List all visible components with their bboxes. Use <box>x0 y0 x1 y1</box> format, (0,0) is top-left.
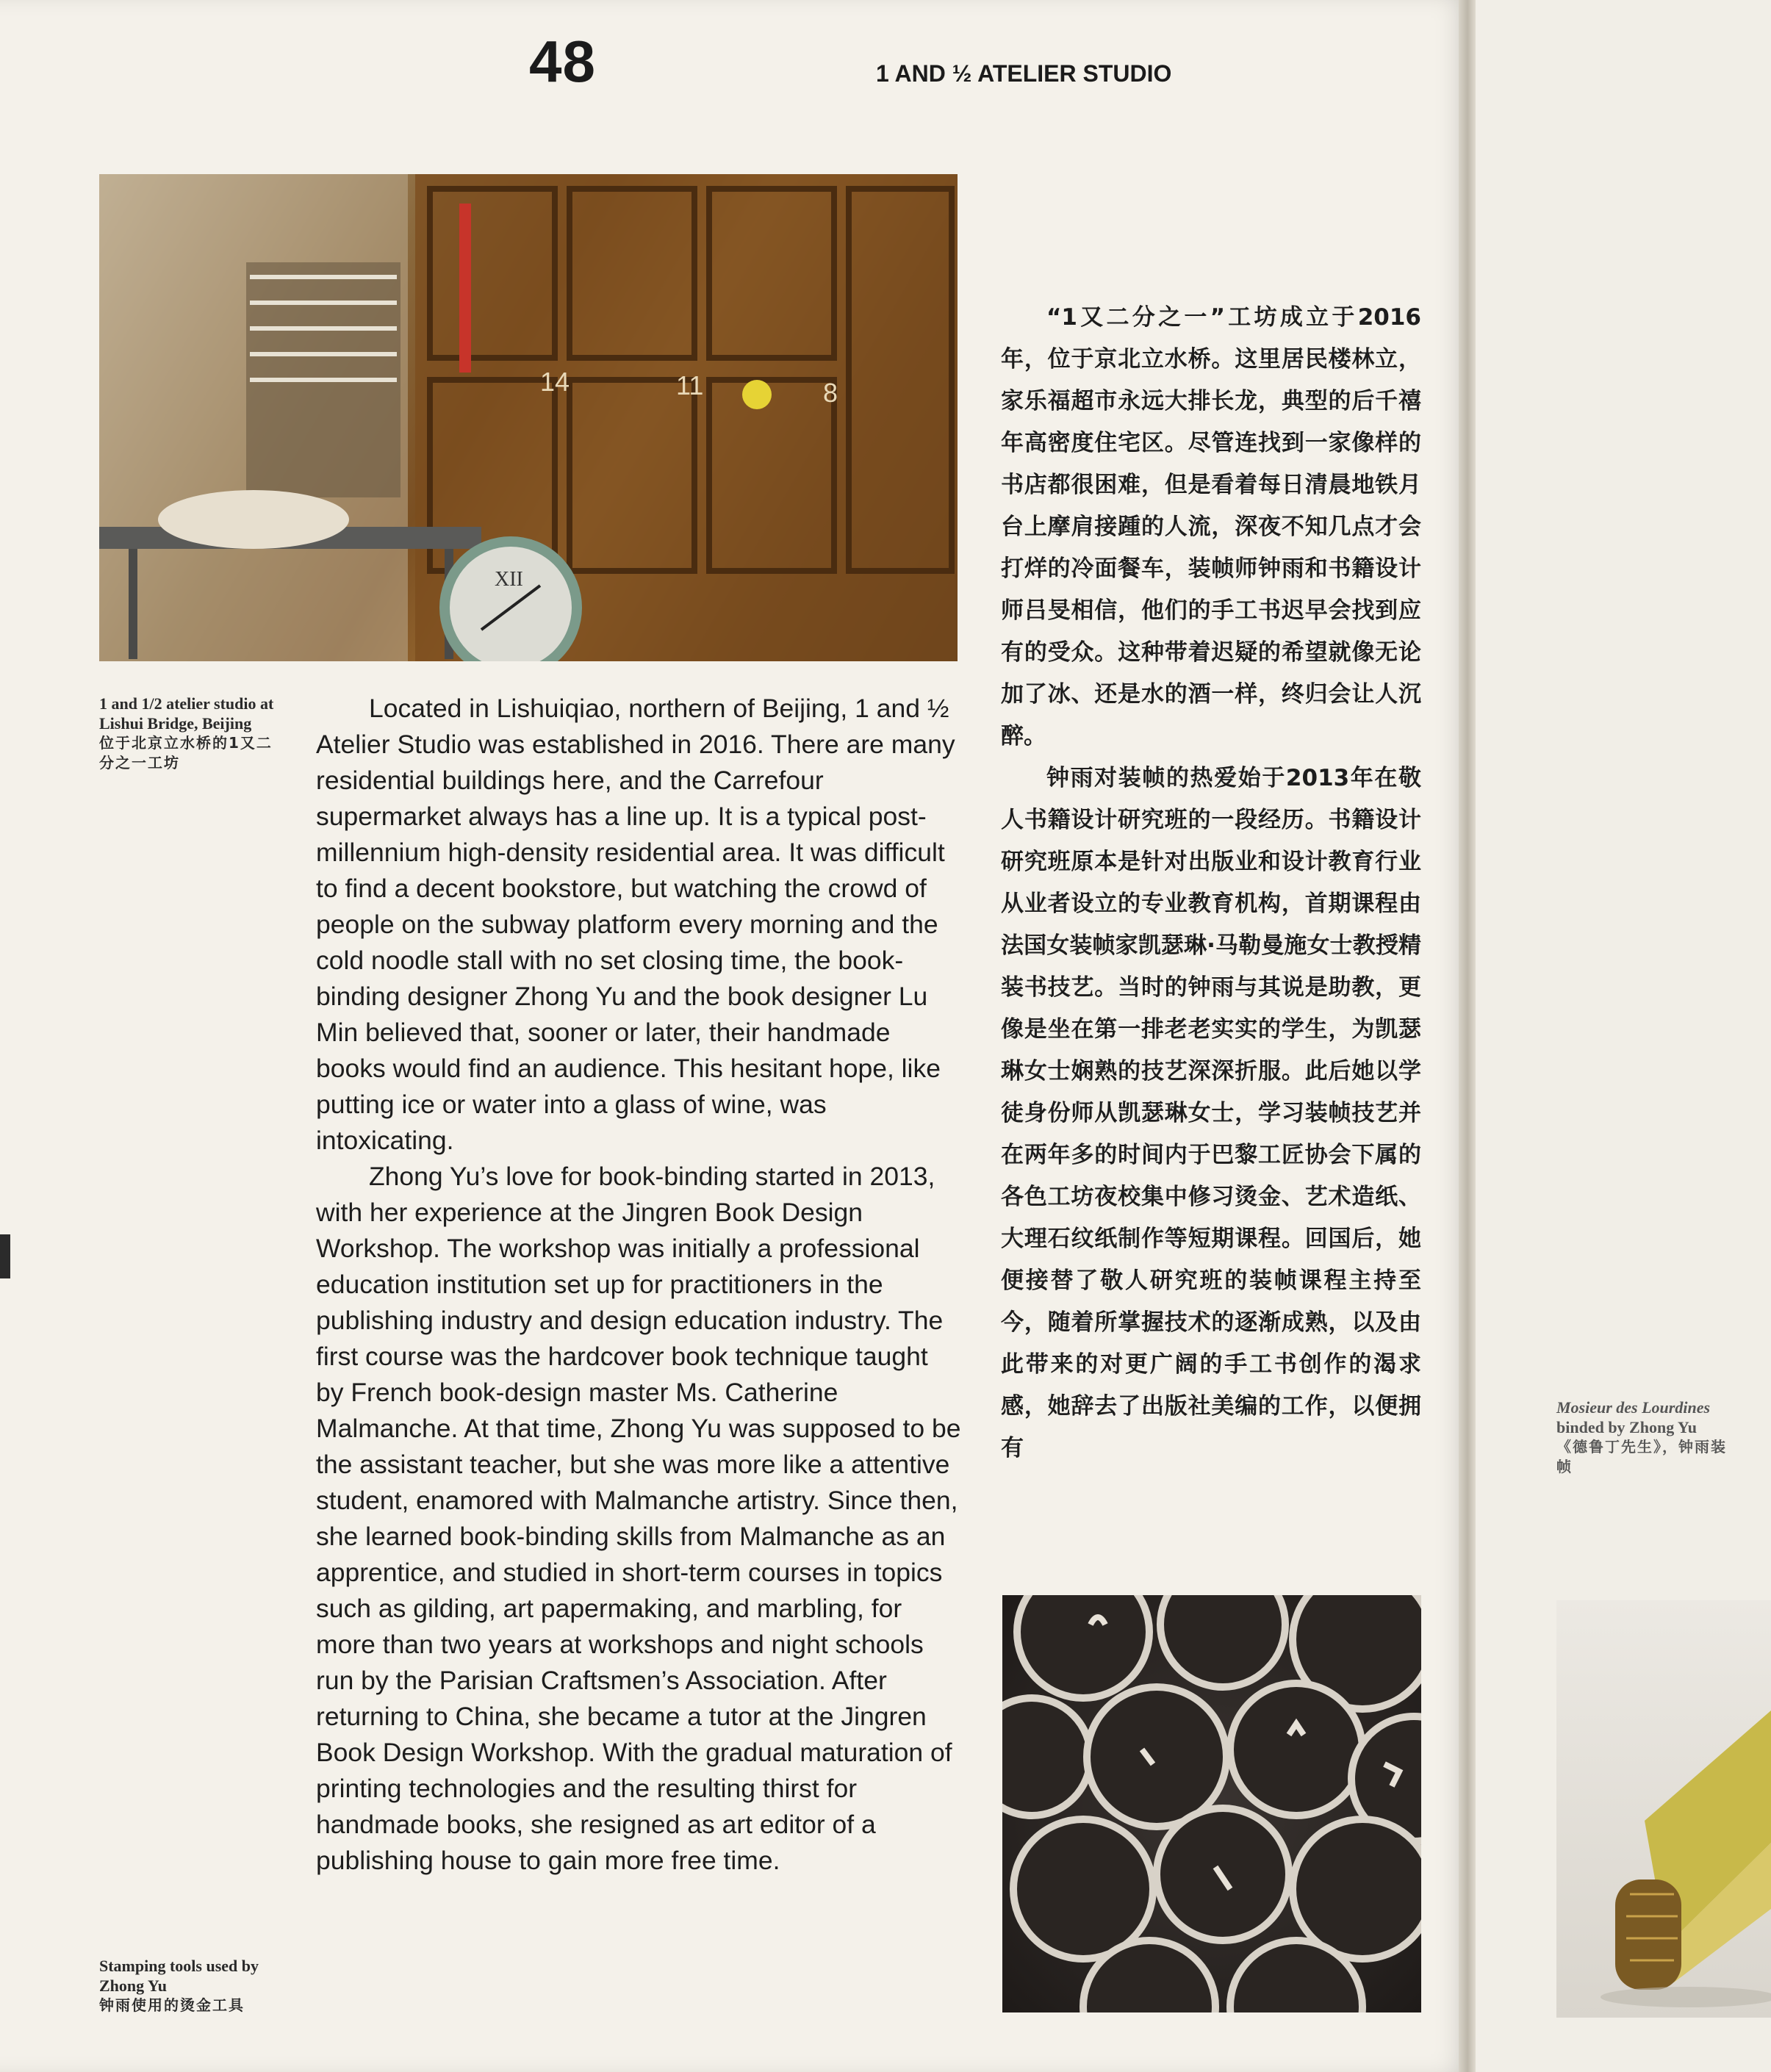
caption-studio-en: 1 and 1/2 atelier studio at Lishui Bridge, Beijing <box>99 694 274 733</box>
caption-studio <box>99 694 276 773</box>
caption-tools-en: Stamping tools used by Zhong Yu <box>99 1957 259 1995</box>
book-gutter <box>1459 0 1476 2072</box>
page-edge-mark <box>0 1234 10 1278</box>
drawer-number-8: 8 <box>823 378 838 408</box>
article-body-chinese <box>1001 297 1421 1470</box>
chinese-paragraph-2: 钟雨对装帧的热爱始于2013年在敬人书籍设计研究班的一段经历。书籍设计研究班原本是针对出版业和设计教育行业从业者设立的专业教育机构，首期课程由法国女装帧家凯瑟琳·马勒曼施女士教授精装书技艺。当时的钟雨与其说是助教，更像是坐在第一排老老实实的学生，为凯瑟琳女士娴熟的技艺深深折服。此后她以学徒身份师从凯瑟琳女士，学习装帧技艺并在两年多的时间内于巴黎工匠协会下属的各色工坊夜校集中修习烫金、艺术造纸、大理石纹纸制作等短期课程。回国后，她便接替了敬人研究班的装帧课程主持至今，随着所掌握技术的逐渐成熟，以及由此带来的对更广阔的手工书创作的渴求感，她辞去了出版社美编的工作，以便拥有 <box>1001 765 1421 1461</box>
studio-photo-illustration <box>99 174 958 661</box>
caption-book <box>1556 1397 1740 1477</box>
stamping-tools-photo <box>1002 1595 1421 2012</box>
running-title: 1 AND ½ ATELIER STUDIO <box>876 60 1172 87</box>
drawer-number-14: 14 <box>540 367 570 397</box>
caption-tools-zh: 钟雨使用的烫金工具 <box>99 1996 245 2014</box>
studio-photo <box>99 174 958 661</box>
chinese-paragraph-1: “1又二分之一”工坊成立于2016年，位于京北立水桥。这里居民楼林立，家乐福超市永远大排长龙，典型的后千禧年高密度住宅区。尽管连找到一家像样的书店都很困难，但是看着每日清晨地铁月台上摩肩接踵的人流，深夜不知几点才会打烊的冷面餐车，装帧师钟雨和书籍设计师吕旻相信，他们的手工书迟早会找到应有的受众。这种带着迟疑的希望就像无论加了冰、还是水的酒一样，终归会让人沉醉。 <box>1001 304 1421 749</box>
stamping-tools-illustration <box>1002 1595 1421 2012</box>
article-body-english <box>316 691 963 1879</box>
clock-numeral: XII <box>495 568 523 591</box>
caption-book-en: binded by Zhong Yu <box>1556 1418 1697 1436</box>
caption-book-title: Mosieur des Lourdines <box>1556 1398 1711 1417</box>
bound-book-illustration <box>1556 1600 1771 2018</box>
page-number: 48 <box>529 29 596 94</box>
caption-stamping-tools <box>99 1956 276 2015</box>
english-paragraph-1: Located in Lishuiqiao, northern of Beijing, 1 and ½ Atelier Studio was established in 2016. There are many residential buildings here, and the Carrefour supermarket always has a line up. It is a typical post-millennium high-density residential area. It was difficult to find a decent bookstore, but watching the crowd of people on the subway platform every morning and the cold noodle stall with no set closing time, the book-binding designer Zhong Yu and the book designer Lu Min believed that, sooner or later, their handmade books would find an audience. This hesitant hope, like putting ice or water into a glass of wine, was intoxicating. <box>316 694 955 1155</box>
drawer-number-11: 11 <box>676 370 704 400</box>
caption-studio-zh: 位于北京立水桥的1又二分之一工坊 <box>99 734 273 771</box>
english-paragraph-2: Zhong Yu’s love for book-binding started in 2013, with her experience at the Jingren Book Design Workshop. The workshop was initially a professional education institution set up for practitioners in the publishing industry and design education industry. The first course was the hardcover book technique taught by French book-design master Ms. Catherine Malmanche. At that time, Zhong Yu was supposed to be the assistant teacher, but she was more like a attentive student, enamored with Malmanche artistry. Since then, she learned book-binding skills from Malmanche as an apprentice, and studied in short-term courses in topics such as gilding, art papermaking, and marbling, for more than two years at workshops and night schools run by the Parisian Craftsmen’s Association. After returning to China, she became a tutor at the Jingren Book Design Workshop. With the gradual maturation of printing technologies and the resulting thirst for handmade books, she resigned as art editor of a publishing house to gain more free time. <box>316 1162 961 1875</box>
bound-book-photo <box>1556 1600 1771 2018</box>
caption-book-zh: 《德鲁丁先生》，钟雨装帧 <box>1556 1438 1727 1475</box>
